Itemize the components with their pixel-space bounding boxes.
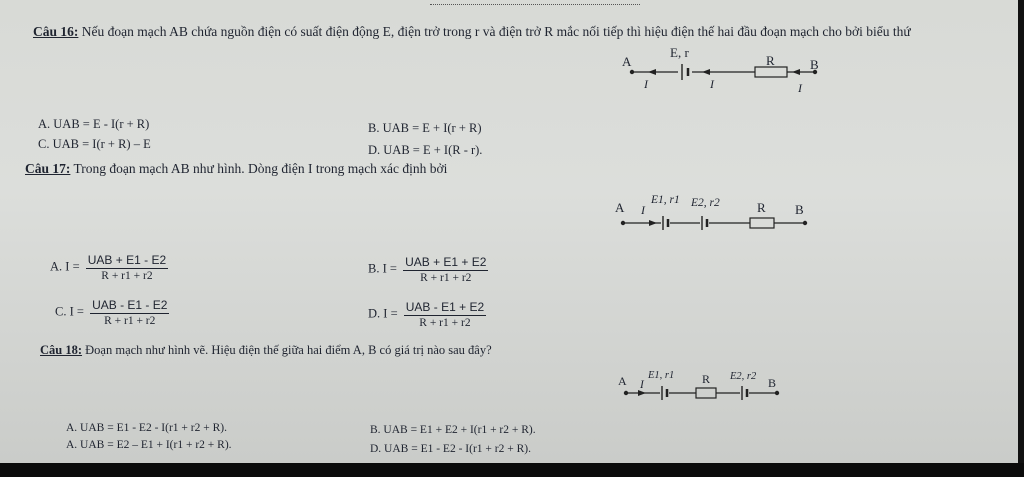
q17-node-b: B [795, 202, 804, 217]
q17-option-a-numerator: UAB + E1 - E2 [87, 253, 167, 267]
q18-label: Câu 18: [40, 343, 83, 357]
q17-option-d-numerator: UAB - E1 + E2 [405, 300, 485, 314]
q17-source2-label: E2, r2 [691, 197, 720, 209]
q18-stem [40, 343, 492, 358]
q16-option-a: A. UAB = E - I(r + R) [38, 117, 150, 131]
q17-label: Câu 17: [25, 161, 71, 176]
q17-option-c-prefix: C. I = [55, 304, 84, 319]
q17-stem [25, 161, 447, 177]
q18-circuit-diagram [612, 366, 792, 406]
q16-resistor-label: R [766, 53, 775, 68]
q17-option-b [368, 255, 488, 284]
q17-option-d-prefix: D. I = [368, 306, 398, 321]
q16-source-label: E, r [670, 45, 689, 60]
q17-option-a [50, 253, 168, 282]
q16-circuit-diagram [610, 42, 840, 94]
q18-source1-label: E1, r1 [648, 370, 675, 381]
q17-source1-label: E1, r1 [651, 194, 680, 206]
q17-node-a: A [615, 200, 625, 215]
q17-option-d-denominator: R + r1 + r2 [419, 317, 471, 329]
q17-option-b-prefix: B. I = [368, 261, 397, 276]
q17-option-a-denominator: R + r1 + r2 [101, 270, 153, 282]
q17-option-b-fraction [403, 255, 488, 284]
q18-resistor-label: R [702, 372, 711, 386]
q17-circuit-diagram [605, 190, 820, 238]
q18-text: Đoạn mạch như hình vẽ. Hiệu điện thế giữa hai điểm A, B có giá trị nào sau đây? [82, 343, 492, 357]
q17-option-b-numerator: UAB + E1 + E2 [405, 255, 487, 269]
q16-current-1: I [644, 77, 648, 91]
q17-current: I [641, 203, 645, 217]
q18-node-b: B [768, 376, 777, 390]
q17-option-c-numerator: UAB - E1 - E2 [92, 298, 168, 312]
q17-option-a-fraction [86, 253, 168, 282]
q16-node-a: A [622, 54, 632, 69]
q16-current-2: I [710, 77, 714, 91]
q16-label: Câu 16: [33, 24, 79, 39]
q18-source2-label: E2, r2 [730, 371, 757, 382]
q17-option-d [368, 300, 486, 329]
q18-option-a: A. UAB = E1 - E2 - I(r1 + r2 + R). [66, 422, 227, 434]
q16-node-b: B [810, 57, 819, 72]
q18-option-c: A. UAB = E2 – E1 + I(r1 + r2 + R). [66, 439, 232, 451]
q18-option-d: D. UAB = E1 - E2 - I(r1 + r2 + R). [370, 443, 531, 455]
q16-option-d: D. UAB = E + I(R - r). [368, 143, 483, 157]
header-dotted-line [430, 4, 640, 5]
q17-option-c-denominator: R + r1 + r2 [104, 315, 156, 327]
q18-current: I [640, 379, 644, 391]
q17-option-a-prefix: A. I = [50, 259, 80, 274]
q17-option-d-fraction [404, 300, 486, 329]
q17-resistor-label: R [757, 200, 766, 215]
q16-option-b: B. UAB = E + I(r + R) [368, 121, 482, 135]
q16-current-3: I [798, 81, 802, 94]
q17-option-c [55, 298, 169, 327]
q16-stem [33, 24, 911, 40]
q16-text: Nếu đoạn mạch AB chứa nguồn điện có suất điện động E, điện trở trong r và điện trở R mắc nối tiếp thì hiệu điện thế hai đầu đoạn mạch cho bởi biểu thứ [78, 24, 911, 39]
q18-node-a: A [618, 374, 627, 388]
photo-bottom-edge [0, 463, 1024, 477]
q17-text: Trong đoạn mạch AB như hình. Dòng điện I trong mạch xác định bởi [70, 161, 448, 176]
photo-right-edge [1018, 0, 1024, 463]
q17-option-c-fraction [90, 298, 169, 327]
q16-option-c: C. UAB = I(r + R) – E [38, 137, 151, 151]
q18-option-b: B. UAB = E1 + E2 + I(r1 + r2 + R). [370, 424, 536, 436]
q17-option-b-denominator: R + r1 + r2 [420, 272, 472, 284]
